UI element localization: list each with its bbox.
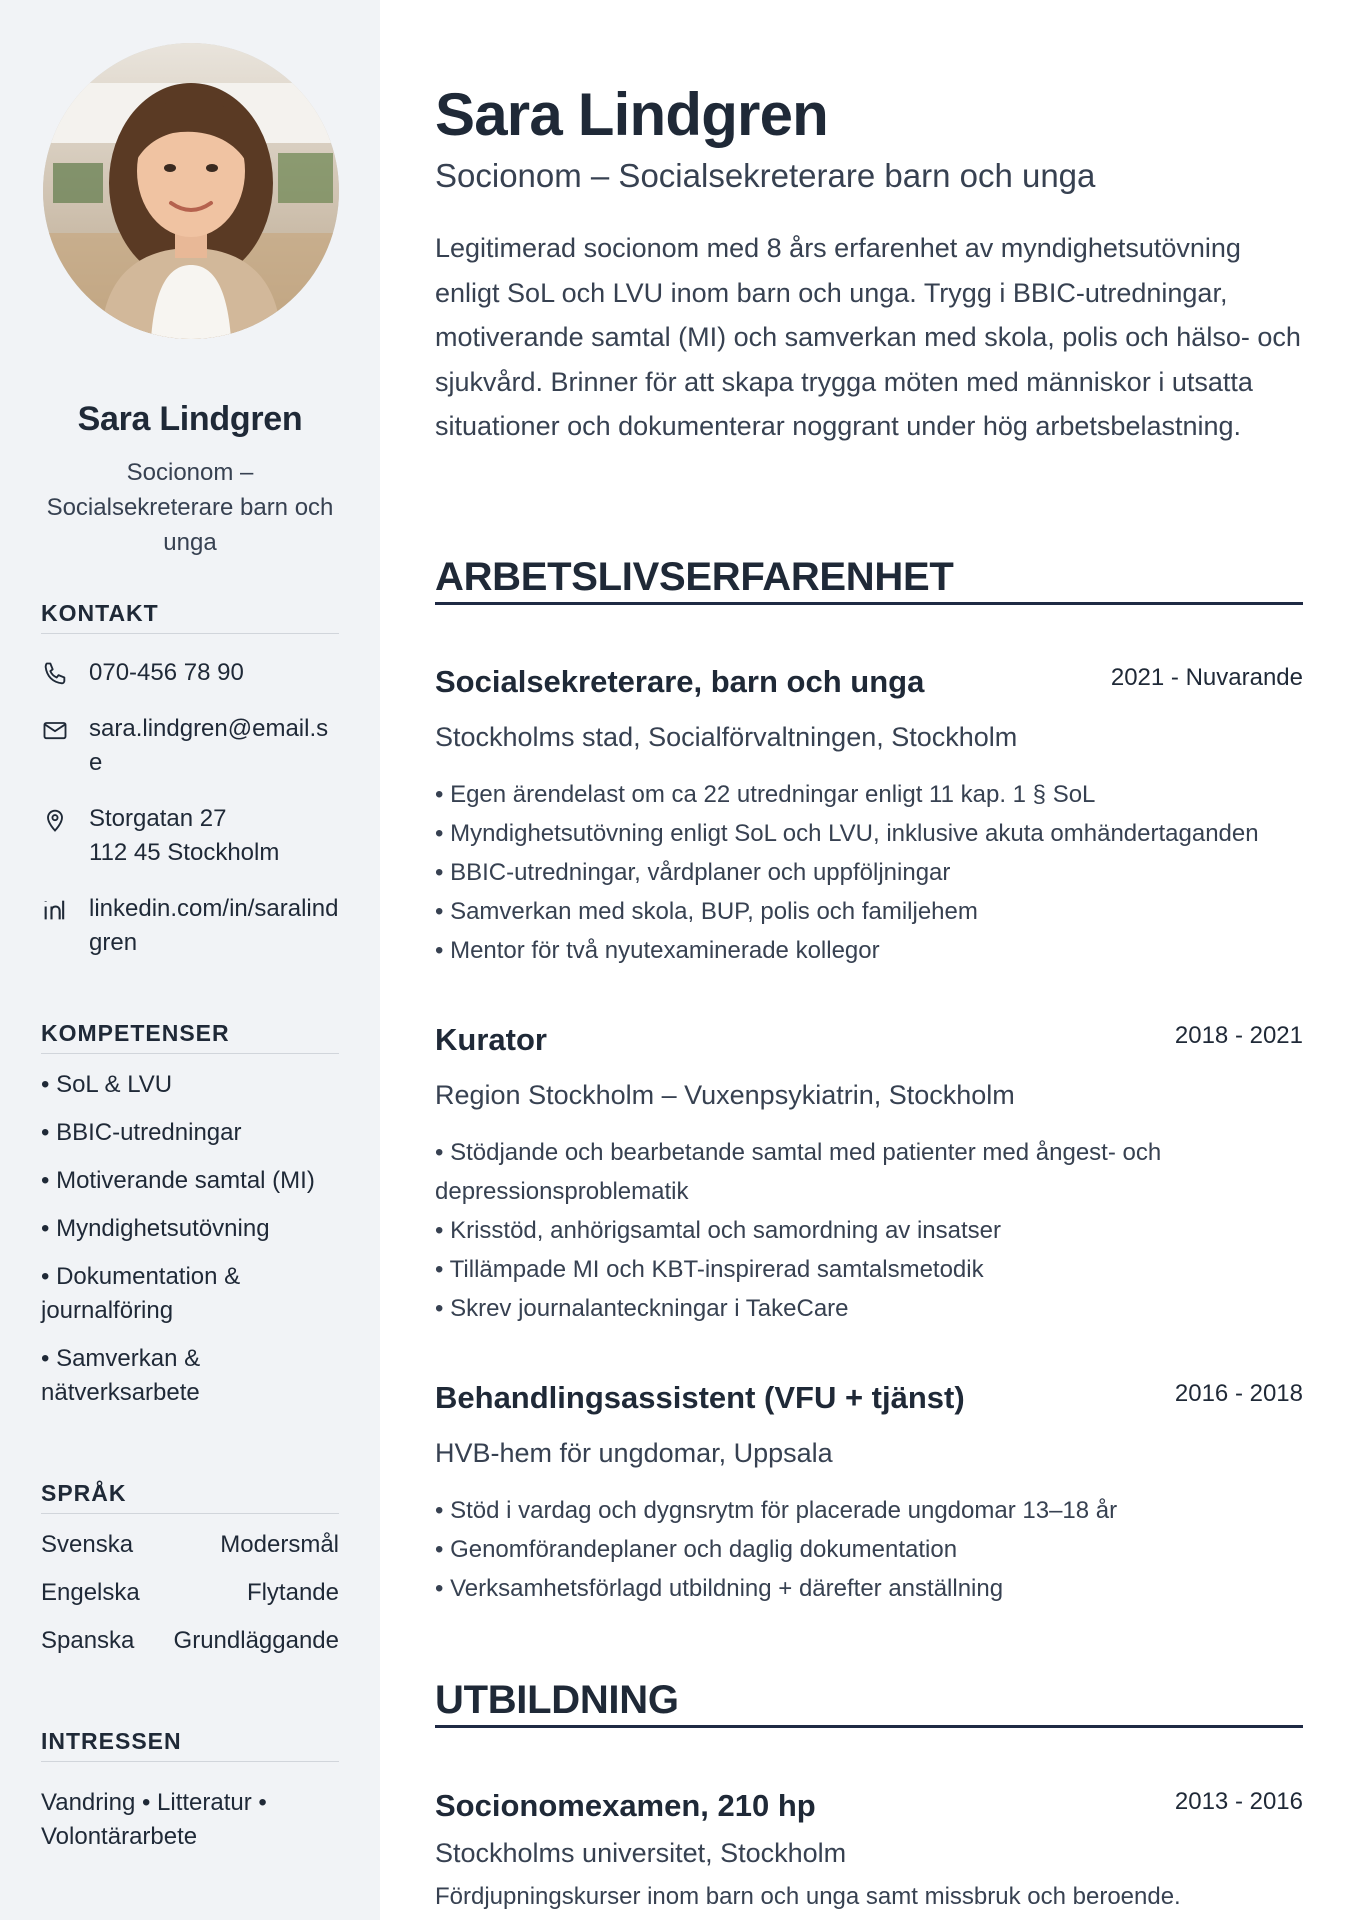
job-headline: Socionom – Socialsekreterare barn och unga [435,157,1096,194]
language-name: Svenska [41,1531,134,1558]
contact-address [41,802,339,870]
linkedin-icon [41,892,89,924]
interests-section [41,1728,339,1854]
contact-email [41,712,339,780]
bullet-item: • Skrev journalanteckningar i TakeCare [435,1295,849,1322]
email-text[interactable]: sara.lindgren@email.se [89,715,329,776]
job-bullets [435,775,1303,970]
contact-linkedin [41,892,339,960]
address-line-1: Storgatan 27 [89,805,227,832]
bullet-item: • Mentor för två nyutexaminerade kollegor [435,937,880,964]
language-row [41,1576,339,1610]
job-bullets [435,1133,1303,1328]
education-institution: Stockholms universitet, Stockholm [435,1838,847,1868]
degree-title: Socionomexamen, 210 hp [435,1788,816,1823]
job-title: Kurator [435,1022,547,1057]
bullet-item: • Stöd i vardag och dygnsrytm för placerade ungdomar 13–18 år [435,1497,1118,1524]
language-name: Engelska [41,1579,140,1606]
job-title: Socialsekreterare, barn och unga [435,664,925,699]
education-note: Fördjupningskurser inom barn och unga samt missbruk och beroende. [435,1883,1181,1910]
page-title: Sara Lindgren [435,81,829,148]
language-level: Flytande [246,1579,339,1606]
bullet-item: • Stödjande och bearbetande samtal med patienter med ångest- och depressionsproblematik [435,1139,1162,1205]
education-heading: UTBILDNING [435,1678,1303,1728]
bullet-item: • Tillämpade MI och KBT-inspirerad samtalsmetodik [435,1256,984,1283]
job-title: Behandlingsassistent (VFU + tjänst) [435,1380,965,1415]
languages-section [41,1480,339,1658]
interests-text: Vandring • Litteratur • Volontärarbete [41,1789,267,1850]
interests-heading: INTRESSEN [41,1728,339,1762]
sidebar [0,0,380,1920]
job-dates: 2016 - 2018 [1174,1380,1303,1407]
bullet-item: • Egen ärendelast om ca 22 utredningar enligt 11 kap. 1 § SoL [435,781,1096,808]
skill-item: • SoL & LVU [41,1071,173,1098]
job-bullets [435,1491,1303,1608]
job-organization: Region Stockholm – Vuxenpsykiatrin, Stockholm [435,1080,1015,1110]
contact-phone [41,656,339,690]
language-name: Spanska [41,1627,135,1654]
education-item [435,1788,1303,1911]
bullet-item: • BBIC-utredningar, vårdplaner och uppföljningar [435,859,951,886]
job-organization: Stockholms stad, Socialförvaltningen, Stockholm [435,722,1018,752]
profile-summary: Legitimerad socionom med 8 års erfarenhet av myndighetsutövning enligt SoL och LVU inom barn och unga. Trygg i BBIC-utredningar, motiverande samtal (MI) och samverkan med skola, polis och hälso- och sjukvård. Brinner för att skapa trygga möten med människor i utsatta situationer och dokumenterar noggrant under hög arbetsbelastning. [435,233,1301,442]
job-dates: 2021 - Nuvarande [1110,664,1303,691]
experience-heading: ARBETSLIVSERFARENHET [435,555,1303,605]
language-level: Grundläggande [173,1627,339,1654]
skill-item: • Motiverande samtal (MI) [41,1167,315,1194]
contact-section [41,600,339,960]
profile-photo [43,43,339,339]
experience-item [435,1380,1303,1608]
language-row [41,1528,339,1562]
skill-item: • Myndighetsutövning [41,1215,270,1242]
linkedin-text[interactable]: linkedin.com/in/saralindgren [89,895,339,956]
job-dates: 2018 - 2021 [1174,1022,1303,1049]
location-pin-icon [41,802,89,834]
skill-item: • Dokumentation & journalföring [41,1263,241,1324]
experience-item [435,664,1303,970]
mail-icon [41,712,89,744]
languages-heading: SPRÅK [41,1480,339,1514]
education-dates: 2013 - 2016 [1174,1788,1303,1815]
sidebar-name: Sara Lindgren [77,400,303,438]
language-level: Modersmål [220,1531,339,1558]
sidebar-title: Socionom – Socialsekreterare barn och unga [46,459,334,556]
job-organization: HVB-hem för ungdomar, Uppsala [435,1438,833,1468]
bullet-item: • Krisstöd, anhörigsamtal och samordning av insatser [435,1217,1002,1244]
bullet-item: • Myndighetsutövning enligt SoL och LVU, inklusive akuta omhändertaganden [435,820,1259,847]
phone-text[interactable]: 070-456 78 90 [89,659,244,686]
experience-item [435,1022,1303,1328]
bullet-item: • Samverkan med skola, BUP, polis och familjehem [435,898,978,925]
skill-item: • BBIC-utredningar [41,1119,242,1146]
phone-icon [41,656,89,688]
language-row [41,1624,339,1658]
address-line-2: 112 45 Stockholm [89,839,280,866]
avatar [43,43,339,339]
skills-heading: KOMPETENSER [41,1020,339,1054]
skill-item: • Samverkan & nätverksarbete [41,1345,201,1406]
skills-section [41,1020,339,1410]
bullet-item: • Verksamhetsförlagd utbildning + därefter anställning [435,1575,1004,1602]
address-text [89,802,339,870]
contact-heading: KONTAKT [41,600,339,634]
bullet-item: • Genomförandeplaner och daglig dokumentation [435,1536,958,1563]
